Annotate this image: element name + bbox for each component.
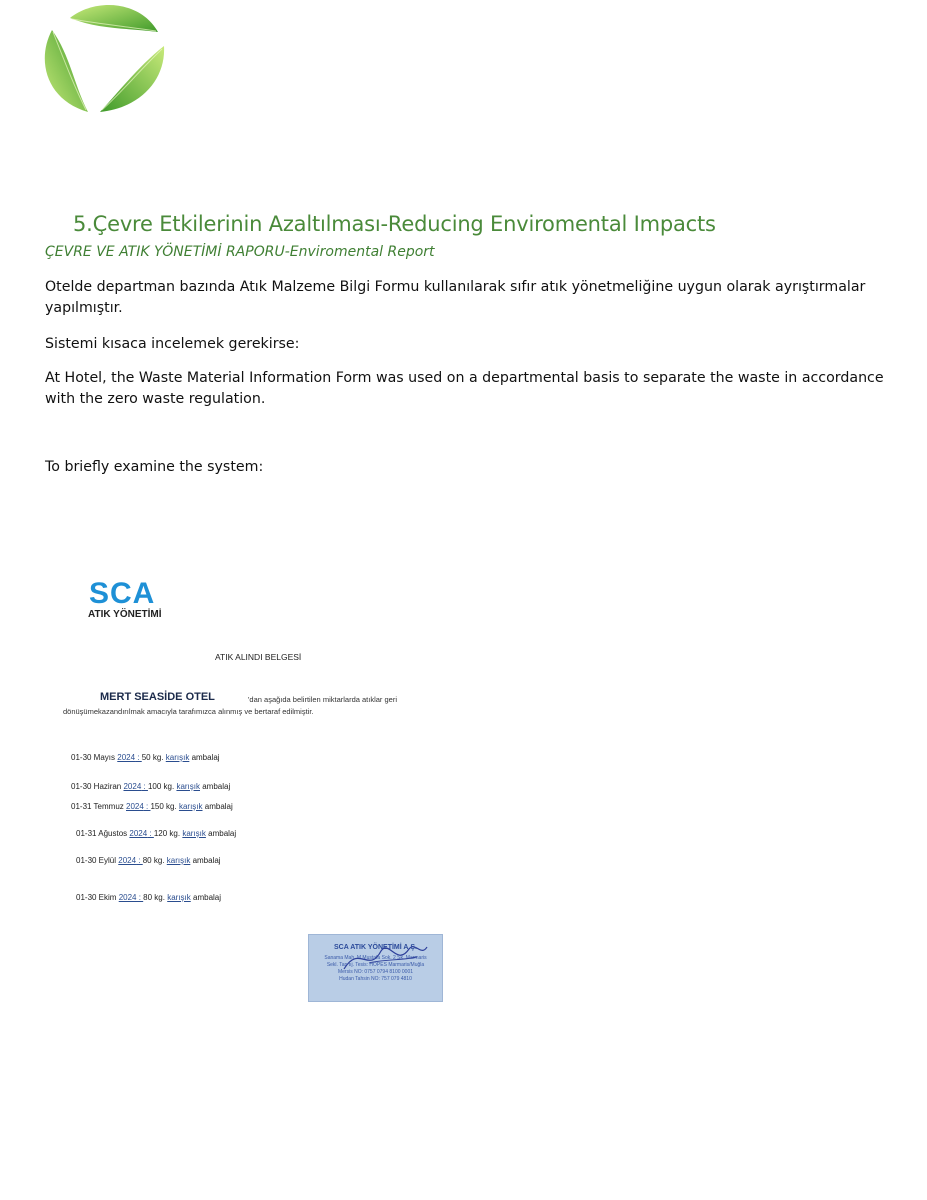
paragraph-en-examine: To briefly examine the system: (45, 459, 264, 475)
stamp-title: SCA ATIK YÖNETİMİ A.Ş. (334, 944, 417, 951)
sca-logo: SCA (89, 577, 156, 610)
stamp-line: Hudan Tahsin NO: 757 079 4810 (339, 976, 412, 982)
section-subheading: ÇEVRE VE ATIK YÖNETİMİ RAPORU-Enviromental Report (45, 244, 435, 260)
sca-logo-subtitle: ATIK YÖNETİMİ (88, 609, 162, 620)
receipt-company: MERT SEASİDE OTEL (100, 691, 215, 703)
receipt-entry: 01-30 Mayıs 2024 : 50 kg. karışık ambalaj (71, 753, 220, 762)
receipt-title: ATIK ALINDI BELGESİ (215, 652, 302, 662)
paragraph-tr-examine: Sistemi kısaca incelemek gerekirse: (45, 336, 300, 352)
section-heading: 5.Çevre Etkilerinin Azaltılması-Reducing Enviromental Impacts (73, 212, 716, 236)
receipt-entry: 01-31 Ağustos 2024 : 120 kg. karışık ambalaj (76, 829, 237, 838)
receipt-entry: 01-30 Eylül 2024 : 80 kg. karışık ambalaj (76, 856, 221, 865)
company-stamp (308, 934, 443, 1002)
leaf-logo (40, 0, 170, 118)
stamp-line: Sekl. Tan tıj. Tesis: HOPES Marmaris/Muğla (326, 962, 425, 968)
receipt-entry: 01-30 Haziran 2024 : 100 kg. karışık ambalaj (71, 782, 231, 791)
receipt-entry: 01-30 Ekim 2024 : 80 kg. karışık ambalaj (76, 893, 222, 902)
paragraph-en-intro: At Hotel, the Waste Material Information Form was used on a departmental basis to separate the waste in accordance with the zero waste regulation. (45, 370, 884, 407)
stamp-line: Mersis NO: 0757 0794 8100 0001 (337, 969, 414, 975)
receipt-intro-line1: 'dan aşağıda belirtilen miktarlarda atıklar geri (248, 695, 398, 704)
receipt-intro-line2: dönüşümekazandırılmak amacıyla tarafımızca alınmış ve bertaraf edilmiştir. (63, 707, 314, 716)
leaf-top (70, 5, 158, 32)
paragraph-tr-intro: Otelde departman bazında Atık Malzeme Bilgi Formu kullanılarak sıfır atık yönetmeliğine uygun olarak ayrıştırmalar yapılmıştır. (45, 279, 866, 316)
stamp-line: Sanama Mah. M.Mustafa Sok. 2 Sk. Marmaris (324, 955, 427, 961)
receipt-entry: 01-31 Temmuz 2024 : 150 kg. karışık ambalaj (71, 802, 233, 811)
signature (339, 939, 429, 979)
